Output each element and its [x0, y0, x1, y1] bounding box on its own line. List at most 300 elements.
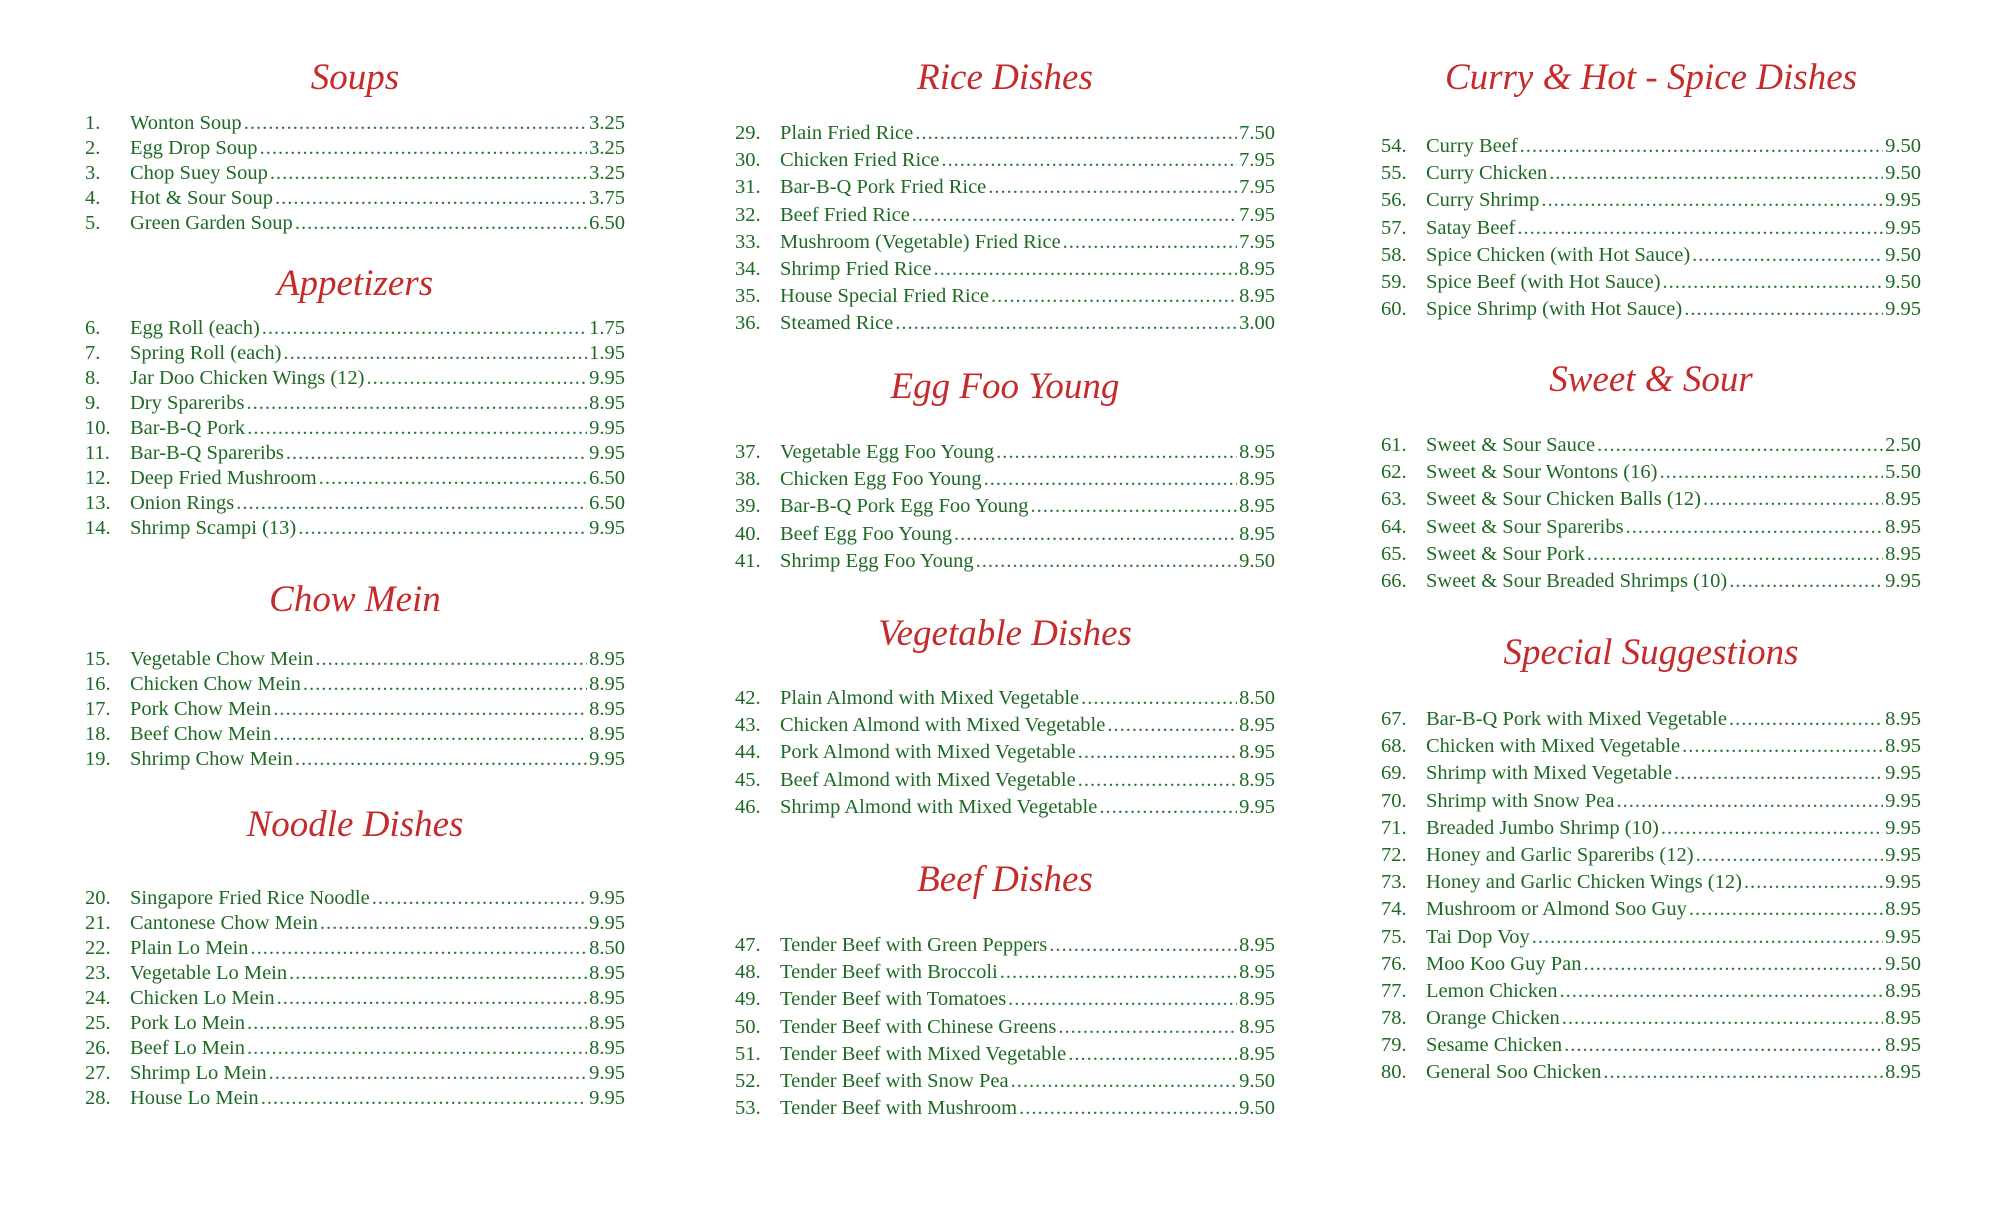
dot-leader: [303, 672, 587, 697]
item-name: Breaded Jumbo Shrimp (10): [1426, 816, 1659, 839]
item-price: 8.50: [1239, 687, 1275, 709]
item-price: 9.95: [1885, 871, 1921, 894]
item-number: 71.: [1381, 816, 1407, 839]
item-number: 41.: [735, 549, 761, 572]
item-number: 47.: [735, 934, 761, 956]
dot-leader: [1692, 242, 1883, 269]
item-number: 5.: [85, 212, 101, 234]
item-number: 11.: [85, 442, 110, 464]
item-price: 9.95: [1885, 189, 1921, 212]
item-line: [780, 1068, 1275, 1095]
dot-leader: [1008, 986, 1237, 1013]
menu-item: [735, 767, 1275, 794]
item-price: 9.95: [1885, 762, 1921, 785]
dot-leader: [367, 366, 588, 391]
item-number: 4.: [85, 187, 101, 209]
item-number: 46.: [735, 795, 761, 818]
menu-item: [85, 211, 625, 236]
menu-item: [1381, 432, 1921, 459]
item-line: [1426, 1005, 1921, 1032]
item-line: [130, 1011, 625, 1036]
item-price: 8.95: [1885, 979, 1921, 1002]
item-price: 9.95: [589, 1087, 625, 1109]
dot-leader: [1063, 229, 1237, 256]
item-number: 7.: [85, 342, 101, 364]
item-price: 9.95: [1885, 569, 1921, 592]
item-name: Pork Lo Mein: [130, 1012, 246, 1034]
menu-item: [85, 747, 625, 772]
menu-item: [85, 911, 625, 936]
section-egg-foo-young: [735, 365, 1275, 575]
dot-leader: [984, 466, 1238, 493]
item-price: 8.95: [589, 1037, 625, 1059]
item-number: 22.: [85, 937, 111, 959]
menu-item: [735, 493, 1275, 520]
section-title: Sweet & Sour: [1549, 359, 1753, 400]
item-number: 61.: [1381, 434, 1407, 456]
item-name: Beef Egg Foo Young: [780, 522, 952, 545]
item-name: Tender Beef with Snow Pea: [780, 1069, 1009, 1092]
dot-leader: [1560, 978, 1884, 1005]
item-number: 31.: [735, 176, 761, 199]
item-price: 8.95: [1239, 468, 1275, 491]
item-name: Chicken with Mixed Vegetable: [1426, 735, 1681, 758]
item-price: 9.95: [589, 748, 625, 770]
item-line: [130, 1061, 625, 1086]
dot-leader: [277, 986, 588, 1011]
item-price: 8.95: [589, 723, 625, 745]
item-price: 8.95: [589, 962, 625, 984]
dot-leader: [289, 961, 587, 986]
item-price: 8.95: [589, 392, 625, 414]
menu-item: [735, 283, 1275, 310]
item-line: [780, 932, 1275, 959]
item-price: 9.50: [1885, 270, 1921, 293]
menu-item: [85, 647, 625, 672]
menu-item: [85, 961, 625, 986]
menu-item: [735, 548, 1275, 575]
dot-leader: [247, 1036, 587, 1061]
dot-leader: [1099, 794, 1237, 821]
item-line: [1426, 296, 1921, 323]
item-name: Bar-B-Q Pork with Mixed Vegetable: [1426, 708, 1727, 730]
item-number: 77.: [1381, 979, 1407, 1002]
dot-leader: [1564, 1032, 1883, 1059]
item-line: [1426, 269, 1921, 296]
dot-leader: [1030, 493, 1237, 520]
item-number: 24.: [85, 987, 111, 1009]
item-line: [780, 439, 1275, 466]
item-number: 10.: [85, 417, 111, 439]
item-line: [780, 1041, 1275, 1068]
section-title: Beef Dishes: [917, 859, 1093, 900]
item-price: 8.95: [1885, 735, 1921, 758]
dot-leader: [1081, 685, 1237, 712]
item-number: 34.: [735, 257, 761, 280]
item-number: 40.: [735, 522, 761, 545]
item-price: 9.95: [1885, 816, 1921, 839]
item-line: [780, 1014, 1275, 1041]
item-number: 70.: [1381, 789, 1407, 812]
item-line: [780, 685, 1275, 712]
item-line: [780, 521, 1275, 548]
item-name: Wonton Soup: [130, 112, 242, 134]
menu-item: [85, 366, 625, 391]
item-number: 63.: [1381, 488, 1407, 511]
item-name: Shrimp Fried Rice: [780, 257, 932, 280]
item-name: Satay Beef: [1426, 216, 1516, 239]
item-line: [130, 1036, 625, 1061]
item-number: 76.: [1381, 952, 1407, 975]
item-line: [130, 366, 625, 391]
item-number: 18.: [85, 723, 111, 745]
item-name: Chicken Almond with Mixed Vegetable: [780, 714, 1106, 737]
item-line: [130, 491, 625, 516]
item-name: House Lo Mein: [130, 1087, 259, 1109]
menu-item: [735, 147, 1275, 174]
item-number: 26.: [85, 1037, 111, 1059]
item-line: [1426, 133, 1921, 160]
item-name: Dry Spareribs: [130, 392, 245, 414]
dot-leader: [372, 886, 587, 911]
item-line: [130, 1086, 625, 1111]
item-price: 9.95: [1885, 298, 1921, 321]
item-line: [1426, 568, 1921, 595]
item-line: [780, 493, 1275, 520]
item-number: 28.: [85, 1087, 111, 1109]
menu-item: [1381, 242, 1921, 269]
menu-item: [735, 256, 1275, 283]
item-name: Spice Shrimp (with Hot Sauce): [1426, 298, 1683, 321]
menu-item: [735, 1014, 1275, 1041]
item-number: 67.: [1381, 708, 1407, 730]
item-price: 9.50: [1239, 1069, 1275, 1092]
item-number: 16.: [85, 673, 111, 695]
dot-leader: [250, 936, 587, 961]
dot-leader: [1689, 896, 1883, 923]
dot-leader: [1659, 459, 1883, 486]
menu-item: [85, 416, 625, 441]
item-name: Sweet & Sour Sauce: [1426, 434, 1596, 456]
menu-item: [85, 341, 625, 366]
item-line: [780, 739, 1275, 766]
item-price: 8.95: [589, 673, 625, 695]
item-name: Beef Lo Mein: [130, 1037, 245, 1059]
dot-leader: [976, 548, 1237, 575]
item-number: 50.: [735, 1015, 761, 1038]
item-number: 1.: [85, 112, 101, 134]
dot-leader: [1674, 760, 1883, 787]
item-name: Curry Beef: [1426, 135, 1518, 157]
dot-leader: [1626, 514, 1884, 541]
item-price: 8.95: [1239, 441, 1275, 463]
dot-leader: [1703, 486, 1883, 513]
section-title: Appetizers: [276, 263, 434, 304]
section-title: Curry & Hot - Spice Dishes: [1444, 57, 1858, 98]
item-name: Deep Fried Mushroom: [130, 467, 317, 489]
dot-leader: [996, 439, 1237, 466]
dot-leader: [270, 161, 587, 186]
item-number: 36.: [735, 312, 761, 335]
menu-item: [85, 1011, 625, 1036]
menu-item: [1381, 706, 1921, 733]
menu-item: [85, 441, 625, 466]
menu-item: [85, 136, 625, 161]
section-title: Rice Dishes: [917, 57, 1093, 98]
menu-item: [1381, 269, 1921, 296]
item-price: 8.95: [589, 1012, 625, 1034]
item-number: 17.: [85, 698, 111, 720]
item-number: 57.: [1381, 216, 1407, 239]
item-number: 14.: [85, 517, 111, 539]
dot-leader: [912, 202, 1237, 229]
dot-leader: [1000, 959, 1237, 986]
item-line: [130, 986, 625, 1011]
dot-leader: [1663, 269, 1884, 296]
item-name: Pork Chow Mein: [130, 698, 272, 720]
item-line: [780, 283, 1275, 310]
item-line: [1426, 242, 1921, 269]
item-name: Mushroom or Almond Soo Guy: [1426, 898, 1687, 921]
item-price: 9.95: [589, 417, 625, 439]
item-name: Pork Almond with Mixed Vegetable: [780, 741, 1076, 764]
item-name: Honey and Garlic Chicken Wings (12): [1426, 871, 1742, 894]
item-number: 59.: [1381, 270, 1407, 293]
dot-leader: [933, 256, 1237, 283]
section-chow-mein: [85, 578, 625, 772]
item-line: [1426, 1032, 1921, 1059]
item-name: Plain Lo Mein: [130, 937, 249, 959]
item-line: [130, 936, 625, 961]
dot-leader: [991, 283, 1237, 310]
item-name: Tender Beef with Broccoli: [780, 961, 998, 984]
item-number: 25.: [85, 1012, 111, 1034]
item-price: 8.95: [1885, 1061, 1921, 1084]
item-line: [130, 341, 625, 366]
menu-item: [735, 1068, 1275, 1095]
menu-item: [1381, 514, 1921, 541]
dot-leader: [1661, 815, 1883, 842]
item-number: 74.: [1381, 898, 1407, 921]
menu-item: [85, 491, 625, 516]
dot-leader: [273, 697, 587, 722]
dot-leader: [1583, 951, 1883, 978]
item-line: [1426, 788, 1921, 815]
dot-leader: [247, 416, 587, 441]
item-number: 80.: [1381, 1061, 1407, 1084]
dot-leader: [895, 310, 1237, 337]
menu-item: [1381, 951, 1921, 978]
item-name: Moo Koo Guy Pan: [1426, 952, 1582, 975]
item-number: 60.: [1381, 298, 1407, 321]
dot-leader: [1019, 1095, 1237, 1122]
item-number: 72.: [1381, 843, 1407, 866]
item-price: 8.95: [1239, 741, 1275, 764]
item-name: Chicken Egg Foo Young: [780, 468, 982, 491]
item-number: 20.: [85, 887, 111, 909]
item-price: 3.25: [589, 112, 625, 134]
dot-leader: [1617, 788, 1884, 815]
item-name: Steamed Rice: [780, 312, 894, 335]
menu-item: [85, 391, 625, 416]
item-number: 33.: [735, 230, 761, 253]
item-number: 2.: [85, 137, 101, 159]
item-number: 53.: [735, 1097, 761, 1120]
item-price: 8.95: [1885, 1007, 1921, 1030]
item-name: Chicken Chow Mein: [130, 673, 301, 695]
item-price: 8.95: [1239, 714, 1275, 737]
item-number: 69.: [1381, 762, 1407, 785]
item-line: [1426, 706, 1921, 733]
item-number: 37.: [735, 441, 761, 463]
section-title: Vegetable Dishes: [878, 613, 1132, 654]
dot-leader: [244, 111, 587, 136]
dot-leader: [295, 211, 587, 236]
item-number: 52.: [735, 1069, 761, 1092]
item-price: 9.95: [589, 912, 625, 934]
item-line: [130, 186, 625, 211]
item-name: Tender Beef with Mixed Vegetable: [780, 1042, 1067, 1065]
menu-item: [85, 516, 625, 541]
item-number: 54.: [1381, 135, 1407, 157]
menu-item: [1381, 788, 1921, 815]
item-line: [130, 647, 625, 672]
item-price: 9.95: [589, 367, 625, 389]
item-line: [1426, 486, 1921, 513]
item-number: 64.: [1381, 515, 1407, 538]
item-number: 51.: [735, 1042, 761, 1065]
item-name: Singapore Fried Rice Noodle: [130, 887, 370, 909]
item-name: Shrimp Lo Mein: [130, 1062, 267, 1084]
section-title: Chow Mein: [269, 579, 441, 620]
item-number: 42.: [735, 687, 761, 709]
item-price: 3.25: [589, 137, 625, 159]
menu-item: [1381, 1032, 1921, 1059]
item-name: Chicken Fried Rice: [780, 149, 940, 172]
item-name: Shrimp Almond with Mixed Vegetable: [780, 795, 1098, 818]
item-line: [780, 120, 1275, 147]
menu-item: [735, 120, 1275, 147]
item-line: [130, 111, 625, 136]
item-number: 43.: [735, 714, 761, 737]
dot-leader: [954, 521, 1237, 548]
item-line: [780, 767, 1275, 794]
item-line: [1426, 215, 1921, 242]
dot-leader: [941, 147, 1237, 174]
dot-leader: [1744, 869, 1883, 896]
item-number: 19.: [85, 748, 111, 770]
item-line: [130, 911, 625, 936]
item-price: 7.50: [1239, 122, 1275, 144]
item-line: [780, 986, 1275, 1013]
menu-item: [85, 936, 625, 961]
menu-item: [1381, 733, 1921, 760]
item-number: 68.: [1381, 735, 1407, 758]
menu-item: [1381, 296, 1921, 323]
item-price: 8.95: [1239, 961, 1275, 984]
item-price: 9.95: [589, 442, 625, 464]
item-price: 3.25: [589, 162, 625, 184]
item-line: [1426, 1059, 1921, 1086]
dot-leader: [1078, 739, 1237, 766]
item-price: 9.50: [1885, 243, 1921, 266]
item-number: 29.: [735, 122, 761, 144]
item-name: Vegetable Lo Mein: [130, 962, 288, 984]
dot-leader: [988, 174, 1237, 201]
menu-item: [735, 712, 1275, 739]
dot-leader: [275, 186, 587, 211]
item-number: 30.: [735, 149, 761, 172]
item-price: 3.00: [1239, 312, 1275, 335]
item-name: Lemon Chicken: [1426, 979, 1558, 1002]
dot-leader: [269, 1061, 587, 1086]
item-line: [780, 959, 1275, 986]
item-number: 8.: [85, 367, 101, 389]
item-number: 39.: [735, 495, 761, 518]
item-name: Egg Roll (each): [130, 317, 260, 339]
menu-item: [1381, 815, 1921, 842]
item-line: [130, 416, 625, 441]
item-price: 8.95: [589, 648, 625, 670]
dot-leader: [1549, 160, 1883, 187]
item-name: Tai Dop Voy: [1426, 925, 1530, 948]
section-appetizers: [85, 262, 625, 541]
dot-leader: [1517, 215, 1883, 242]
item-price: 9.50: [1885, 162, 1921, 185]
item-name: House Special Fried Rice: [780, 285, 989, 308]
item-name: Cantonese Chow Mein: [130, 912, 318, 934]
section-soups: [85, 56, 625, 236]
item-price: 8.50: [589, 937, 625, 959]
dot-leader: [1603, 1059, 1883, 1086]
item-name: Mushroom (Vegetable) Fried Rice: [780, 230, 1061, 253]
item-name: Sweet & Sour Breaded Shrimps (10): [1426, 569, 1728, 592]
item-name: Bar-B-Q Pork: [130, 417, 246, 439]
item-line: [130, 961, 625, 986]
item-line: [780, 1095, 1275, 1122]
item-number: 12.: [85, 467, 111, 489]
item-number: 78.: [1381, 1007, 1407, 1030]
item-line: [1426, 432, 1921, 459]
section-rice-dishes: [735, 56, 1275, 338]
item-number: 62.: [1381, 461, 1407, 484]
item-number: 3.: [85, 162, 101, 184]
menu-item: [735, 685, 1275, 712]
item-price: 9.95: [589, 887, 625, 909]
item-line: [780, 256, 1275, 283]
menu-item: [735, 174, 1275, 201]
item-name: Bar-B-Q Pork Egg Foo Young: [780, 495, 1029, 518]
menu-item: [1381, 1059, 1921, 1086]
item-price: 7.95: [1239, 176, 1275, 199]
item-price: 9.95: [589, 517, 625, 539]
item-line: [780, 794, 1275, 821]
item-price: 9.95: [589, 1062, 625, 1084]
item-price: 8.95: [589, 987, 625, 1009]
dot-leader: [286, 441, 587, 466]
item-line: [130, 211, 625, 236]
item-number: 58.: [1381, 243, 1407, 266]
menu-item: [1381, 760, 1921, 787]
item-number: 45.: [735, 768, 761, 791]
item-line: [130, 441, 625, 466]
item-price: 7.95: [1239, 230, 1275, 253]
dot-leader: [1011, 1068, 1238, 1095]
item-number: 13.: [85, 492, 111, 514]
menu-item: [85, 466, 625, 491]
item-line: [1426, 733, 1921, 760]
dot-leader: [1068, 1041, 1237, 1068]
